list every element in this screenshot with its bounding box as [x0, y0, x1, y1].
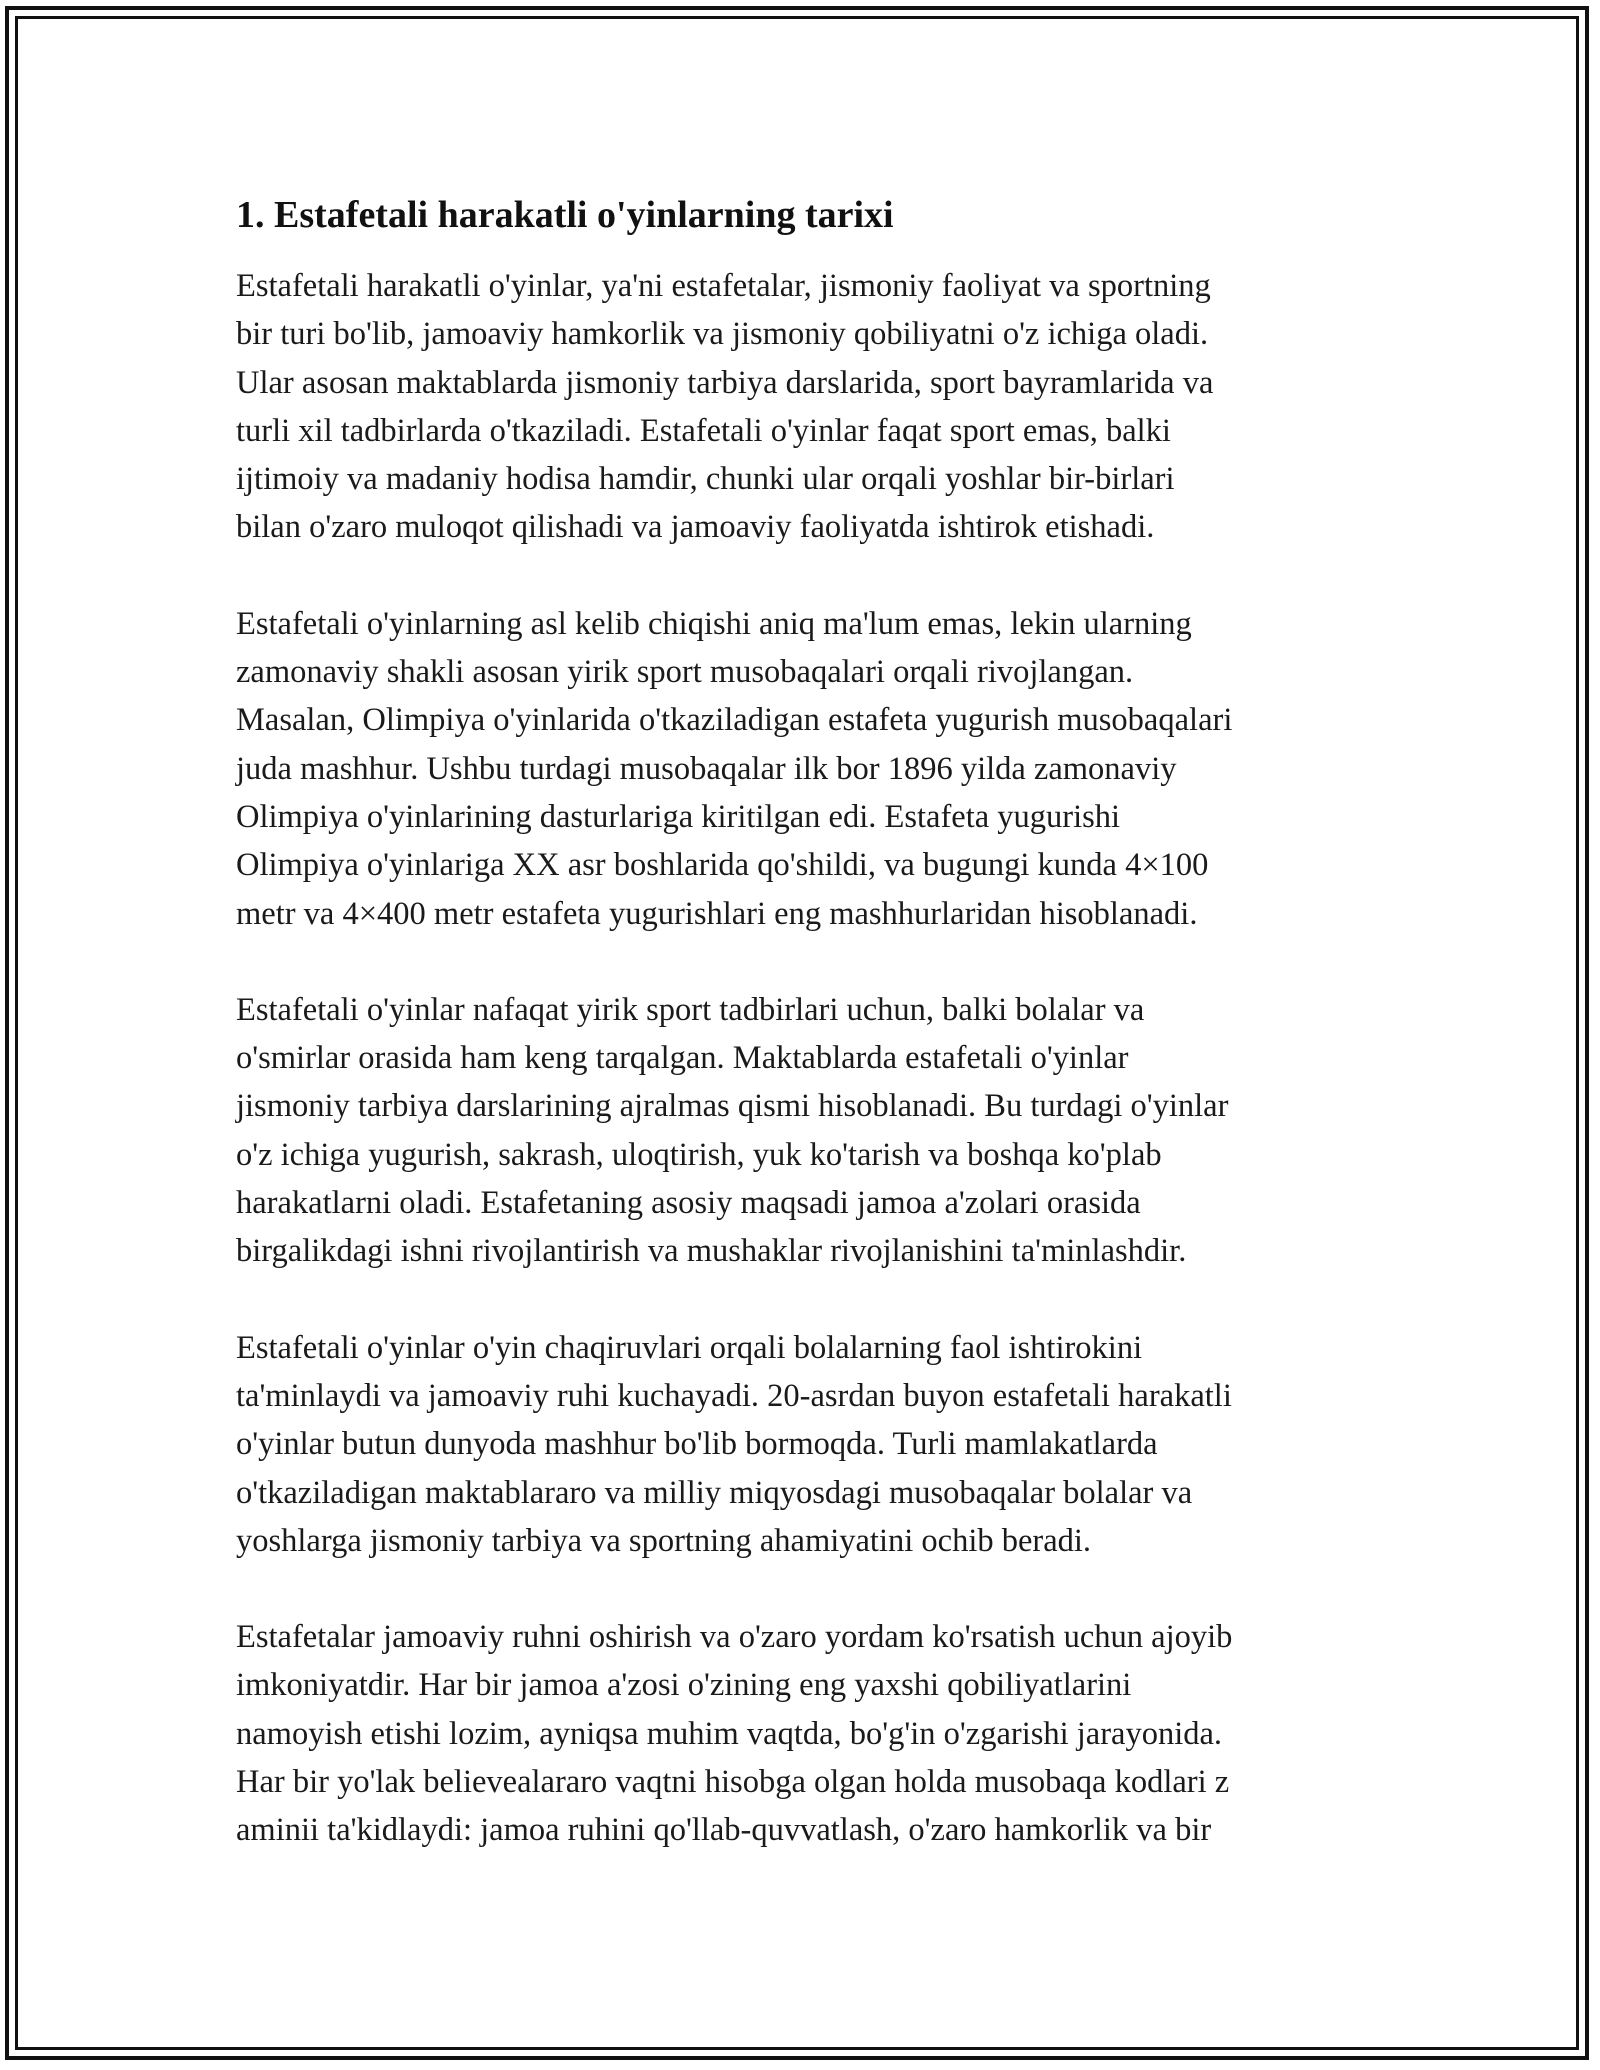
paragraph-line: o'tkaziladigan maktablararo va milliy miqyosdagi musobaqalar bolalar va — [236, 1474, 1193, 1511]
section-heading: 1. Estafetali harakatli o'yinlarning tarixi — [236, 194, 894, 236]
paragraph-line: aminii ta'kidlaydi: jamoa ruhini qo'llab-quvvatlash, o'zaro hamkorlik va bir — [236, 1812, 1212, 1849]
paragraph-line: Estafetali harakatli o'yinlar, ya'ni estafetalar, jismoniy faoliyat va sportning — [236, 268, 1211, 304]
paragraph — [236, 1324, 1366, 1565]
paragraph-line: o'z ichiga yugurish, sakrash, uloqtirish, yuk ko'tarish va boshqa ko'plab — [236, 1136, 1162, 1173]
paragraph-line: yoshlarga jismoniy tarbiya va sportning ahamiyatini ochib beradi. — [236, 1522, 1092, 1559]
paragraph — [236, 1613, 1366, 1854]
paragraph-line: bilan o'zaro muloqot qilishadi va jamoaviy faoliyatda ishtirok etishadi. — [236, 509, 1155, 546]
paragraph-line: Olimpiya o'yinlariga XX asr boshlarida qo'shildi, va bugungi kunda 4×100 — [236, 847, 1209, 884]
paragraph-line: jismoniy tarbiya darslarining ajralmas qismi hisoblanadi. Bu turdagi o'yinlar — [236, 1088, 1229, 1125]
paragraph-line: Olimpiya o'yinlarining dasturlariga kiritilgan edi. Estafeta yugurishi — [236, 798, 1121, 835]
paragraph-line: Estafetali o'yinlar nafaqat yirik sport tadbirlari uchun, balki bolalar va — [236, 991, 1145, 1028]
paragraph-line: Estafetali o'yinlarning asl kelib chiqishi aniq ma'lum emas, lekin ularning — [236, 605, 1192, 642]
paragraph-line: metr va 4×400 metr estafeta yugurishlari eng mashhurlaridan hisoblanadi. — [236, 895, 1198, 932]
paragraph — [236, 986, 1366, 1276]
paragraph-line: imkoniyatdir. Har bir jamoa a'zosi o'zining eng yaxshi qobiliyatlarini — [236, 1667, 1132, 1704]
paragraph — [236, 600, 1366, 938]
paragraph-line: Estafetalar jamoaviy ruhni oshirish va o'zaro yordam ko'rsatish uchun ajoyib — [236, 1619, 1233, 1656]
paragraph-line: juda mashhur. Ushbu turdagi musobaqalar ilk bor 1896 yilda zamonaviy — [236, 750, 1177, 787]
paragraph-line: namoyish etishi lozim, ayniqsa muhim vaqtda, bo'g'in o'zgarishi jarayonida. — [236, 1715, 1223, 1752]
paragraph-list — [236, 262, 1366, 1855]
paragraph-line: ta'minlaydi va jamoaviy ruhi kuchayadi. 20-asrdan buyon estafetali harakatli — [236, 1377, 1232, 1414]
paragraph-line: Estafetali o'yinlar o'yin chaqiruvlari orqali bolalarning faol ishtirokini — [236, 1329, 1143, 1366]
paragraph-line: turli xil tadbirlarda o'tkaziladi. Estafetali o'yinlar faqat sport emas, balki — [236, 412, 1171, 449]
paragraph-line: zamonaviy shakli asosan yirik sport musobaqalari orqali rivojlangan. — [236, 654, 1134, 691]
paragraph-line: bir turi bo'lib, jamoaviy hamkorlik va jismoniy qobiliyatni o'z ichiga oladi. — [236, 316, 1209, 353]
document-body — [236, 190, 1366, 1903]
paragraph-line: o'smirlar orasida ham keng tarqalgan. Maktablarda estafetali o'yinlar — [236, 1040, 1129, 1077]
paragraph-line: o'yinlar butun dunyoda mashhur bo'lib bormoqda. Turli mamlakatlarda — [236, 1426, 1158, 1463]
paragraph-line: ijtimoiy va madaniy hodisa hamdir, chunki ular orqali yoshlar bir-birlari — [236, 461, 1175, 498]
paragraph-line: Ular asosan maktablarda jismoniy tarbiya darslarida, sport bayramlarida va — [236, 364, 1214, 401]
paragraph-line: Masalan, Olimpiya o'yinlarida o'tkaziladigan estafeta yugurish musobaqalari — [236, 702, 1233, 739]
paragraph-line: harakatlarni oladi. Estafetaning asosiy maqsadi jamoa a'zolari orasida — [236, 1185, 1141, 1222]
paragraph — [236, 262, 1366, 552]
paragraph-line: birgalikdagi ishni rivojlantirish va mushaklar rivojlanishini ta'minlashdir. — [236, 1233, 1187, 1270]
paragraph-line: Har bir yo'lak believealararo vaqtni hisobga olgan holda musobaqa kodlari z — [236, 1764, 1230, 1801]
